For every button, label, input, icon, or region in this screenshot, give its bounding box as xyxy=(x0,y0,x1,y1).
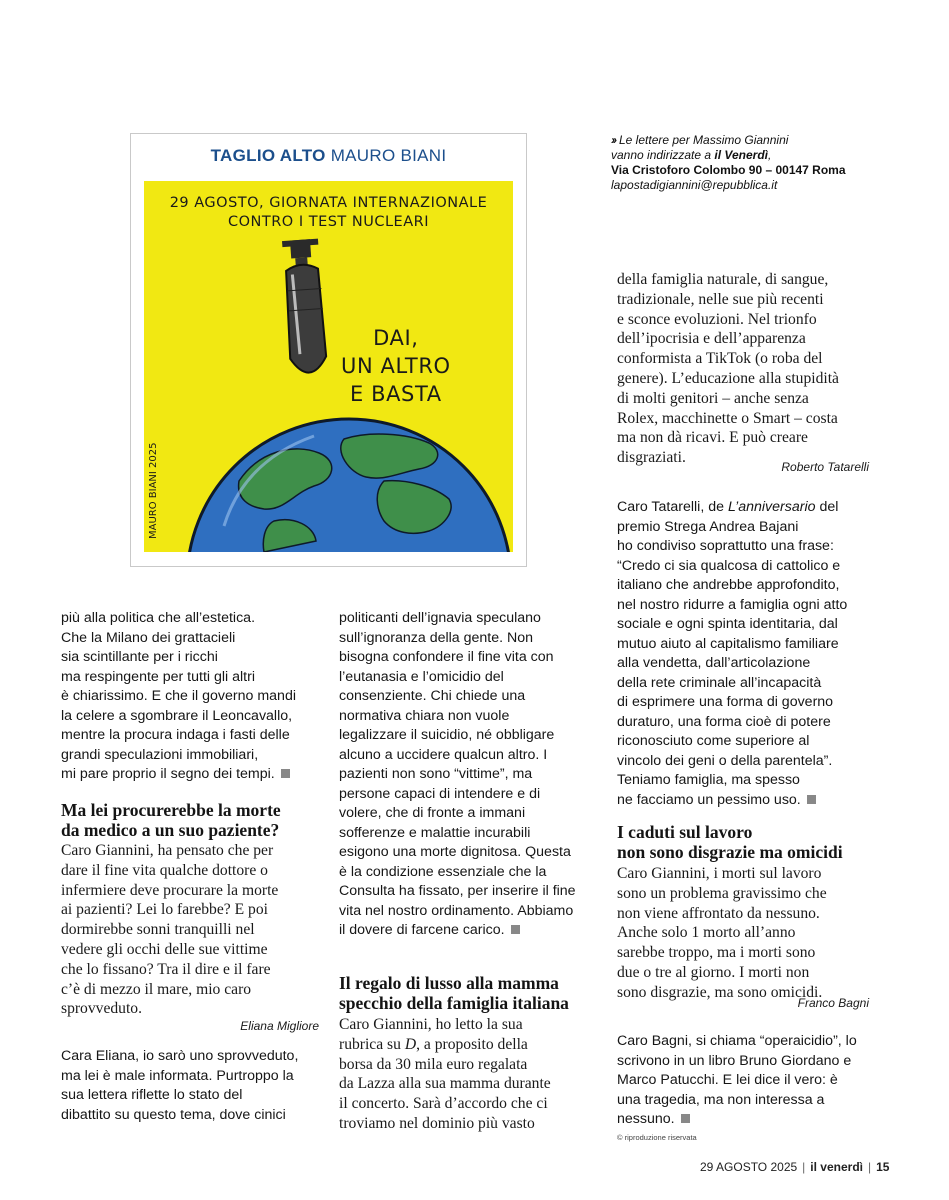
text-line: l’eutanasia e l’omicidio del xyxy=(339,668,504,685)
text-line: Caro Tatarelli, de xyxy=(617,499,724,515)
cartoon-header-author: MAURO BIANI xyxy=(330,146,447,165)
text-line: ne facciamo un pessimo uso. xyxy=(617,791,847,811)
headline-fine-vita xyxy=(61,800,281,840)
text-line: il concerto. Sarà d’accordo che ci xyxy=(339,1095,548,1113)
text-line: Rolex, macchinette o Smart – costa xyxy=(617,409,838,427)
cartoon-header-title: TAGLIO ALTO xyxy=(210,146,326,165)
letter-bagni xyxy=(617,864,827,1003)
text-line: della famiglia naturale, di sangue, xyxy=(617,271,829,288)
text-line: alla vendetta, dall’articolazione xyxy=(617,655,811,671)
text-line: ma respingente per tutti gli altri xyxy=(61,668,255,685)
signature-migliore: Eliana Migliore xyxy=(240,1019,319,1033)
text-line: volere, che di fronte a immani xyxy=(339,805,526,821)
text-line: Caro Giannini, ho letto la sua xyxy=(339,1016,523,1033)
text-line: Teniamo famiglia, ma spesso xyxy=(617,772,800,788)
text-line: tradizionale, nelle sue più recenti xyxy=(617,290,824,308)
page-footer: 29 AGOSTO 2025 | il venerdì | 15 xyxy=(700,1160,890,1174)
text-line: è chiarissimo. E che il governo mandi xyxy=(61,688,296,704)
text-line: sia scintillante per i ricchi xyxy=(61,649,218,665)
text-line: da Lazza alla sua mamma durante xyxy=(339,1075,551,1093)
text-line: conformista a TikTok (o roba del xyxy=(617,350,823,368)
signature-tatarelli: Roberto Tatarelli xyxy=(781,460,869,474)
text-line: Anche solo 1 morto all’anno xyxy=(617,924,796,942)
headline-regalo xyxy=(339,973,569,1013)
column-1-intro xyxy=(61,609,296,785)
cartoon-box xyxy=(130,133,527,567)
text-line: scrivono in un libro Bruno Giordano e xyxy=(617,1052,852,1069)
text-line: normativa chiara non vuole xyxy=(339,707,510,724)
text-line: sociale e ogni spinta identitaria, dal xyxy=(617,616,838,632)
text-line: bisogna confondere il fine vita con xyxy=(339,649,554,665)
text-line: Marco Patucchi. E lei dice il vero: è xyxy=(617,1072,838,1088)
mailbox-email[interactable]: lapostadigiannini@repubblica.it xyxy=(611,178,778,192)
text-line: sono disgrazie, ma sono omicidi. xyxy=(617,983,823,1001)
footer-magazine: il venerdì xyxy=(810,1160,863,1174)
text-line: borsa da 30 mila euro regalata xyxy=(339,1055,528,1073)
book-title: L’anniversario xyxy=(727,499,816,515)
footer-date: 29 AGOSTO 2025 xyxy=(700,1160,798,1174)
text-line: dibattito su questo tema, dove cinici xyxy=(61,1106,286,1123)
cartoon-panel xyxy=(144,181,513,552)
end-mark-icon xyxy=(511,925,520,934)
text-line: duraturo, una forma cioè di potere xyxy=(617,713,831,730)
text-line: vincolo dei geni o della parentela”. xyxy=(617,752,833,769)
mailbox-address: Via Cristoforo Colombo 90 – 00147 Roma xyxy=(611,163,846,177)
text-line: e sconce evoluzioni. Nel trionfo xyxy=(617,310,817,328)
text-line: , a proposito della xyxy=(416,1035,528,1053)
text-line: Caro Bagni, si chiama “operaicidio”, lo xyxy=(617,1033,857,1049)
text-line: Consulta ha fissato, per inserire il fine xyxy=(339,883,576,899)
text-line: mi pare proprio il segno dei tempi. xyxy=(61,765,296,785)
end-mark-icon xyxy=(281,769,290,778)
text-line: nessuno. xyxy=(617,1110,857,1130)
text-line: grandi speculazioni immobiliari, xyxy=(61,746,259,763)
text-line: del xyxy=(819,499,839,515)
text-line: alcuno a uccidere qualcun altro. I xyxy=(339,746,548,763)
text-line: genere). L’educazione alla stupidità xyxy=(617,369,839,387)
end-mark-icon xyxy=(681,1114,690,1123)
text-line: sarebbe troppo, ma i morti sono xyxy=(617,944,816,962)
magazine-title: D xyxy=(404,1035,417,1053)
text-line: non sono disgrazie ma omicidi xyxy=(617,842,843,862)
text-line: ho condiviso soprattutto una frase: xyxy=(617,538,834,554)
mailbox-line: vanno indirizzate a xyxy=(611,148,712,162)
cartoon-caption-line: CONTRO I TEST NUCLEARI xyxy=(227,214,429,230)
text-line: esigono una morte dignitosa. Questa xyxy=(339,844,571,860)
text-line: ma non dà ricavi. E può creare xyxy=(617,429,808,447)
text-line: vita nel nostro ordinamento. Abbiamo xyxy=(339,902,574,919)
cartoon-caption xyxy=(144,194,513,232)
text-line: una tragedia, ma non interessa a xyxy=(617,1091,825,1108)
text-line: ai pazienti? Lei lo farebbe? E poi xyxy=(61,901,268,919)
text-line: di molti genitori – anche senza xyxy=(617,389,809,407)
text-line: sono un problema gravissimo che xyxy=(617,884,827,902)
text-line: nel nostro ridurre a famiglia ogni atto xyxy=(617,596,848,613)
text-line: premio Strega Andrea Bajani xyxy=(617,518,799,535)
text-line: mentre la procura indaga i fasti delle xyxy=(61,727,290,743)
text-line: da medico a un suo paziente? xyxy=(61,820,280,840)
text-line: infermiere deve procurare la morte xyxy=(61,881,279,899)
text-line: specchio della famiglia italiana xyxy=(339,993,569,1013)
cartoon-caption-line: 29 AGOSTO, GIORNATA INTERNAZIONALE xyxy=(169,195,488,211)
text-line: politicanti dell’ignavia speculano xyxy=(339,610,541,626)
text-line: Caro Giannini, ha pensato che per xyxy=(61,842,274,859)
text-line: troviamo nel dominio più vasto xyxy=(339,1114,535,1132)
cartoon-header xyxy=(131,146,526,166)
text-line: Caro Giannini, i morti sul lavoro xyxy=(617,865,822,882)
text-line: sua lettera riflette lo stato del xyxy=(61,1087,243,1103)
letter-tatarelli-continued xyxy=(617,270,839,468)
text-line: è la condizione essenziale che la xyxy=(339,863,547,880)
text-line: rubrica su xyxy=(339,1035,401,1053)
mailbox-info: ›› Le lettere per Massimo Giannini vanno indirizzate a il Venerdì, Via Cristoforo Colombo 90 – 00147 Roma lapostadigiannini@repubblica.it xyxy=(611,133,846,192)
text-line: riconosciuto come superiore al xyxy=(617,733,810,749)
cartoon-speech-line: UN ALTRO xyxy=(341,354,451,378)
text-line: disgraziati. xyxy=(617,449,686,467)
text-line: della rete criminale all’incapacità xyxy=(617,674,822,691)
double-chevron-icon: ›› xyxy=(611,133,615,147)
text-line: Che la Milano dei grattacieli xyxy=(61,629,236,646)
cartoon-speech-line: E BASTA xyxy=(349,382,442,406)
cartoon-drawing xyxy=(144,181,513,552)
headline-caduti xyxy=(617,822,843,862)
text-line: dormirebbe sonni tranquilli nel xyxy=(61,921,255,939)
cartoon-speech xyxy=(341,324,451,408)
text-line: più alla politica che all’estetica. xyxy=(61,610,256,626)
text-line: dare il fine vita qualche dottore o xyxy=(61,861,268,879)
reply-migliore xyxy=(61,1047,298,1125)
reply-bagni xyxy=(617,1032,857,1130)
cartoon-signature xyxy=(146,417,168,541)
text-line: Il regalo di lusso alla mamma xyxy=(339,973,559,993)
magazine-name: il Venerdì xyxy=(714,148,768,162)
text-line: Cara Eliana, io sarò uno sprovveduto, xyxy=(61,1048,299,1064)
text-line: di esprimere una forma di governo xyxy=(617,694,834,710)
text-line: mutuo aiuto al capitalismo familiare xyxy=(617,635,839,652)
text-line: persone capaci di intendere e di xyxy=(339,785,541,802)
reply-tatarelli xyxy=(617,498,847,810)
mailbox-line: Le lettere per Massimo Giannini xyxy=(619,133,789,147)
text-line: “Credo ci sia qualcosa di cattolico e xyxy=(617,557,841,574)
signature-bagni: Franco Bagni xyxy=(797,996,869,1010)
text-line: vedere gli occhi delle sue vittime xyxy=(61,940,268,958)
text-line: il dovere di farcene carico. xyxy=(339,921,576,941)
text-line: non viene affrontato da nessuno. xyxy=(617,904,820,922)
letter-tatarelli xyxy=(339,1015,551,1134)
text-line: legalizzare il suicidio, né obbligare xyxy=(339,727,555,743)
text-line: dell’ipocrisia e dell’apparenza xyxy=(617,330,806,348)
text-line: c’è di mezzo il mare, mio caro xyxy=(61,980,252,998)
text-line: ma lei è male informata. Purtroppo la xyxy=(61,1067,294,1084)
page-number: 15 xyxy=(876,1160,890,1174)
bomb-illustration xyxy=(282,239,327,374)
earth-illustration xyxy=(187,419,511,552)
text-line: Ma lei procurerebbe la morte xyxy=(61,800,281,820)
text-line: italiano che andrebbe approfondito, xyxy=(617,577,840,593)
text-line: sofferenze e malattie incurabili xyxy=(339,824,531,841)
cartoon-speech-line: DAI, xyxy=(373,326,419,350)
text-line: pazienti non sono “vittime”, ma xyxy=(339,766,533,782)
text-line: sprovveduto. xyxy=(61,1000,142,1018)
end-mark-icon xyxy=(807,795,816,804)
copyright-notice: © riproduzione riservata xyxy=(617,1133,697,1142)
cartoon-signature-text: MAURO BIANI 2025 xyxy=(148,442,159,539)
letter-migliore xyxy=(61,841,278,1019)
text-line: sull’ignoranza della gente. Non xyxy=(339,629,534,646)
reply-migliore-continued xyxy=(339,609,576,941)
text-line: I caduti sul lavoro xyxy=(617,822,753,842)
text-line: due o tre al giorno. I morti non xyxy=(617,963,810,981)
text-line: la celere a sgombrare il Leoncavallo, xyxy=(61,707,293,724)
text-line: consenziente. Chi chiede una xyxy=(339,688,526,704)
text-line: che lo fissano? Tra il dire e il fare xyxy=(61,960,271,978)
